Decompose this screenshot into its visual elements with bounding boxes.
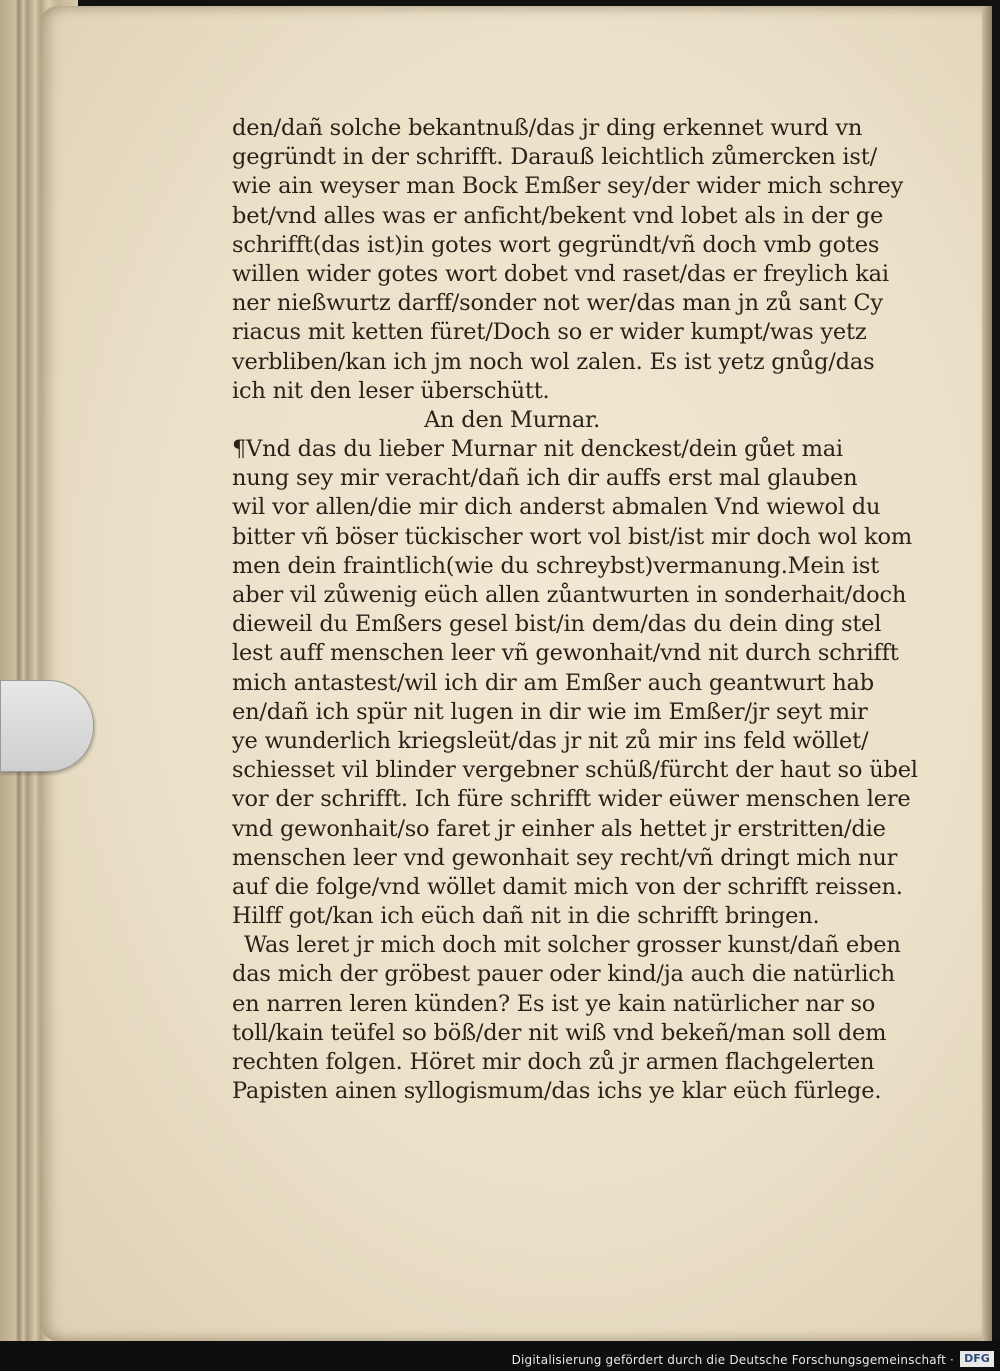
text-line: das mich der gröbest pauer oder kind/ja auch die natürlich	[232, 961, 895, 988]
footer-bar	[0, 1341, 1000, 1371]
text-line: den/dañ solche bekantnuß/das jr ding erkennet wurd vn	[232, 115, 863, 141]
text-line: ich nit den leser überschütt.	[232, 377, 550, 404]
page-gutter	[982, 6, 992, 1346]
text-line: willen wider gotes wort dobet vnd raset/das er freylich kai	[232, 260, 889, 287]
text-line: rechten folgen. Höret mir doch zů jr armen flachgelerten	[232, 1049, 875, 1075]
text-line: verbliben/kan ich jm noch wol zalen. Es ist yetz gnůg/das	[232, 348, 875, 375]
text-line: ye wunderlich kriegsleüt/das jr nit zů mir ins feld wöllet/	[232, 727, 869, 754]
text-line: bet/vnd alles was er anficht/bekent vnd lobet als in der ge	[232, 202, 884, 229]
text-line: en/dañ ich spür nit lugen in dir wie im Emßer/jr seyt mir	[232, 698, 868, 725]
text-line: riacus mit ketten füret/Doch so er wider kumpt/was yetz	[232, 319, 867, 346]
text-line: bitter vñ böser tückischer wort vol bist/ist mir doch wol kom	[232, 523, 912, 550]
text-line: men dein fraintlich(wie du schreybst)vermanung.Mein ist	[232, 552, 880, 579]
dfg-logo: DFG	[960, 1351, 994, 1367]
funding-credit: Digitalisierung gefördert durch die Deutsche Forschungsgemeinschaft ·	[511, 1353, 954, 1367]
text-line: en narren leren künden? Es ist ye kain natürlicher nar so	[232, 990, 876, 1017]
text-line: wil vor allen/die mir dich anderst abmalen Vnd wiewol du	[232, 494, 881, 521]
text-line: Hilff got/kan ich eüch dañ nit in die schrifft bringen.	[232, 903, 820, 930]
text-line: ¶Vnd das du lieber Murnar nit denckest/dein gůet mai	[232, 436, 843, 463]
text-line: aber vil zůwenig eüch allen zůantwurten in sonderhait/doch	[232, 582, 907, 608]
page-text	[232, 114, 922, 1106]
text-line: Papisten ainen syllogismum/das ichs ye klar eüch fürlege.	[232, 1078, 882, 1105]
text-line: nung sey mir veracht/dañ ich dir auffs erst mal glauben	[232, 465, 858, 492]
text-line: vnd gewonhait/so faret jr einher als hettet jr erstritten/die	[232, 815, 886, 842]
text-line: auf die folge/vnd wöllet damit mich von der schrifft reissen.	[232, 873, 903, 900]
section-heading: An den Murnar.	[424, 406, 601, 433]
text-line: schiesset vil blinder vergebner schüß/fürcht der haut so übel	[232, 757, 918, 784]
text-line: menschen leer vnd gewonhait sey recht/vñ dringt mich nur	[232, 844, 898, 871]
text-line: dieweil du Emßers gesel bist/in dem/das du dein ding stel	[232, 611, 882, 638]
text-line: schrifft(das ist)in gotes wort gegründt/vñ doch vmb gotes	[232, 231, 880, 258]
text-line: mich antastest/wil ich dir am Emßer auch geantwurt hab	[232, 669, 874, 696]
text-line: vor der schrifft. Ich füre schrifft wider eüwer menschen lere	[232, 786, 911, 813]
text-line: Was leret jr mich doch mit solcher grosser kunst/dañ eben	[244, 932, 901, 959]
text-line: gegründt in der schrifft. Darauß leichtlich zůmercken ist/	[232, 144, 877, 171]
text-line: wie ain weyser man Bock Emßer sey/der wider mich schrey	[232, 173, 904, 200]
text-line: lest auff menschen leer vñ gewonhait/vnd nit durch schrifft	[232, 640, 899, 667]
text-line: ner nießwurtz darff/sonder not wer/das man jn zů sant Cy	[232, 290, 883, 317]
page-marker-tab	[0, 680, 94, 772]
text-line: toll/kain teüfel so böß/der nit wiß vnd bekeñ/man soll dem	[232, 1019, 887, 1046]
